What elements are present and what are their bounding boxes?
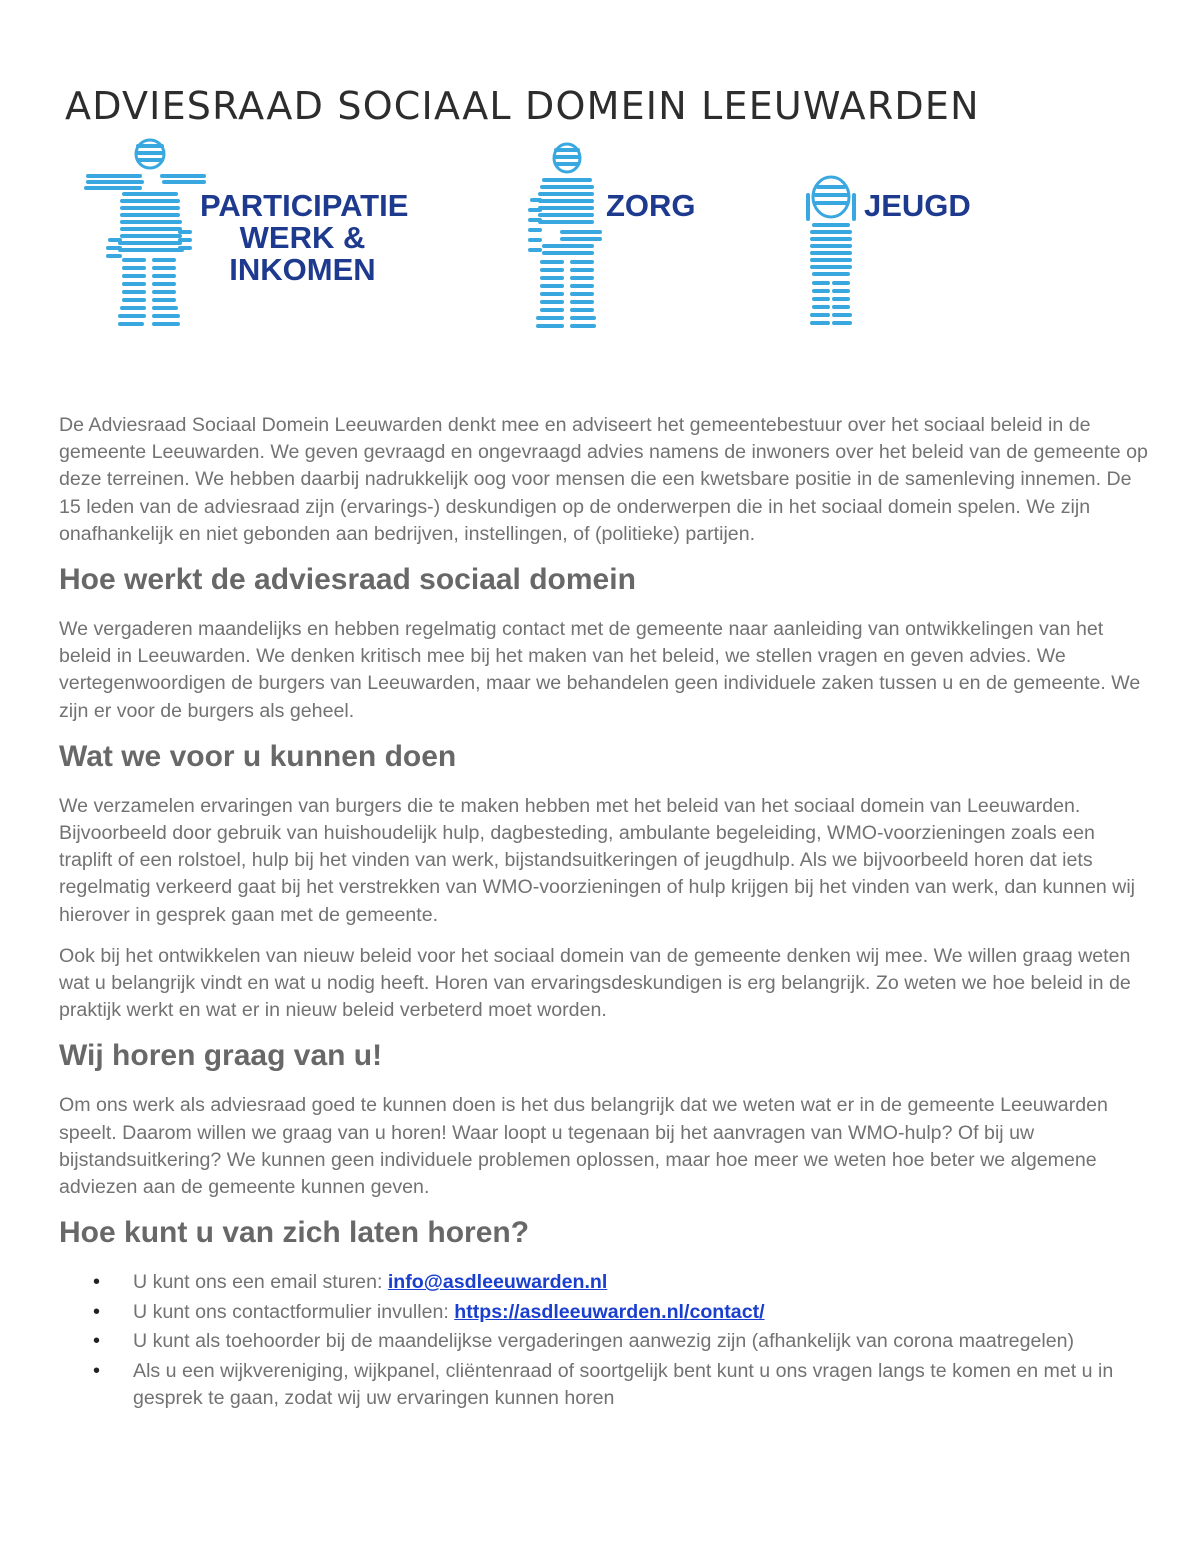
section-heading-wat-we-doen: Wat we voor u kunnen doen xyxy=(59,739,457,773)
figure-arm-in-sling-icon xyxy=(522,140,612,335)
intro-paragraph: De Adviesraad Sociaal Domein Leeuwarden denkt mee en adviseert het gemeentebestuur over het sociaal beleid in de gemeente Leeuwarden. We geven gevraagd en ongevraagd advies namens de inwoners over het beleid van de gemeente op deze terreinen. We hebben daarbij nadrukkelijk oog voor mensen die een kwetsbare positie in de samenleving innemen. De 15 leden van de adviesraad zijn (ervarings-) deskundigen op de onderwerpen die in het sociaal domein spelen. We zijn onafhankelijk en niet gebonden aan bedrijven, instellingen, of (politieke) partijen. xyxy=(59,414,1148,545)
figure-child-icon xyxy=(800,175,862,335)
section-paragraph: Ook bij het ontwikkelen van nieuw beleid voor het sociaal domein van de gemeente denken wij mee. We willen graag weten wat u belangrijk vindt en wat u nodig heeft. Horen van ervaringsdeskundigen is erg belangrijk. Zo weten we hoe beleid in de praktijk werkt en wat er in nieuw beleid verbeterd moet worden. xyxy=(59,944,1131,1022)
section-paragraph: We vergaderen maandelijks en hebben regelmatig contact met de gemeente naar aanleiding van ontwikkelingen van het beleid in Leeuwarden. We denken kritisch mee bij het maken van het beleid, we stellen vragen en geven advies. We vertegenwoordigen de burgers van Leeuwarden, maar we behandelen geen individuele zaken tussen u en de gemeente. We zijn er voor de burgers als geheel. xyxy=(59,618,1141,722)
section-paragraph: Om ons werk als adviesraad goed te kunnen doen is het dus belangrijk dat we weten wat er in de gemeente Leeuwarden speelt. Daarom willen we graag van u horen! Waar loopt u tegenaan bij het aanvragen van WMO-hulp? Of bij uw bijstandsuitkering? We kunnen geen individuele problemen oplossen, maar hoe meer we weten hoe beter we algemene adviezen aan de gemeente kunnen geven. xyxy=(59,1094,1108,1199)
category-jeugd-label: JEUGD xyxy=(864,188,971,223)
list-item xyxy=(93,1269,1149,1297)
category-zorg-label: ZORG xyxy=(606,188,696,223)
list-item xyxy=(93,1299,1149,1327)
bullet-icon: • xyxy=(93,1271,101,1294)
list-item-text: Als u een wijkvereniging, wijkpanel, cliëntenraad of soortgelijk bent kunt u ons vragen langs te komen en met u in gesprek te gaan, zodat wij uw ervaringen kunnen horen xyxy=(133,1359,1114,1410)
bullet-icon: • xyxy=(93,1300,101,1323)
list-item-text: U kunt ons contactformulier invullen: xyxy=(133,1300,455,1323)
organization-title: ADVIESRAAD SOCIAAL DOMEIN LEEUWARDEN xyxy=(65,84,980,128)
document-body xyxy=(59,412,1149,1415)
bullet-icon: • xyxy=(93,1359,101,1382)
contact-form-link[interactable]: https://asdleeuwarden.nl/contact/ xyxy=(454,1300,765,1323)
list-item-text: U kunt ons een email sturen: xyxy=(133,1271,388,1294)
section-heading-contact: Hoe kunt u van zich laten horen? xyxy=(59,1216,530,1250)
contact-list xyxy=(59,1269,1149,1413)
list-item xyxy=(93,1328,1149,1356)
section-paragraph: We verzamelen ervaringen van burgers die te maken hebben met het beleid van het sociaal domein van Leeuwarden. Bijvoorbeeld door gebruik van huishoudelijk hulp, dagbesteding, ambulante begeleiding, WMO-voorzieningen zoals een traplift of een rolstoel, hulp bij het vinden van werk, bijstandsuitkeringen of jeugdhulp. Als we bijvoorbeeld horen dat iets regelmatig verkeerd gaat bij het verstrekken van WMO-voorzieningen of hulp krijgen bij het vinden van werk, dan kunnen wij hierover in gesprek gaan met de gemeente. xyxy=(59,794,1136,926)
section-heading-wij-horen-graag: Wij horen graag van u! xyxy=(59,1039,383,1073)
bullet-icon: • xyxy=(93,1330,101,1353)
list-item-text: U kunt als toehoorder bij de maandelijkse vergaderingen aanwezig zijn (afhankelijk van corona maatregelen) xyxy=(133,1330,1075,1353)
figure-arms-out-icon xyxy=(80,136,210,336)
category-participatie-label: PARTICIPATIE WERK & INKOMEN xyxy=(200,188,409,287)
email-link[interactable]: info@asdleeuwarden.nl xyxy=(387,1271,608,1294)
section-heading-hoe-werkt: Hoe werkt de adviesraad sociaal domein xyxy=(59,563,636,597)
list-item xyxy=(93,1358,1149,1413)
